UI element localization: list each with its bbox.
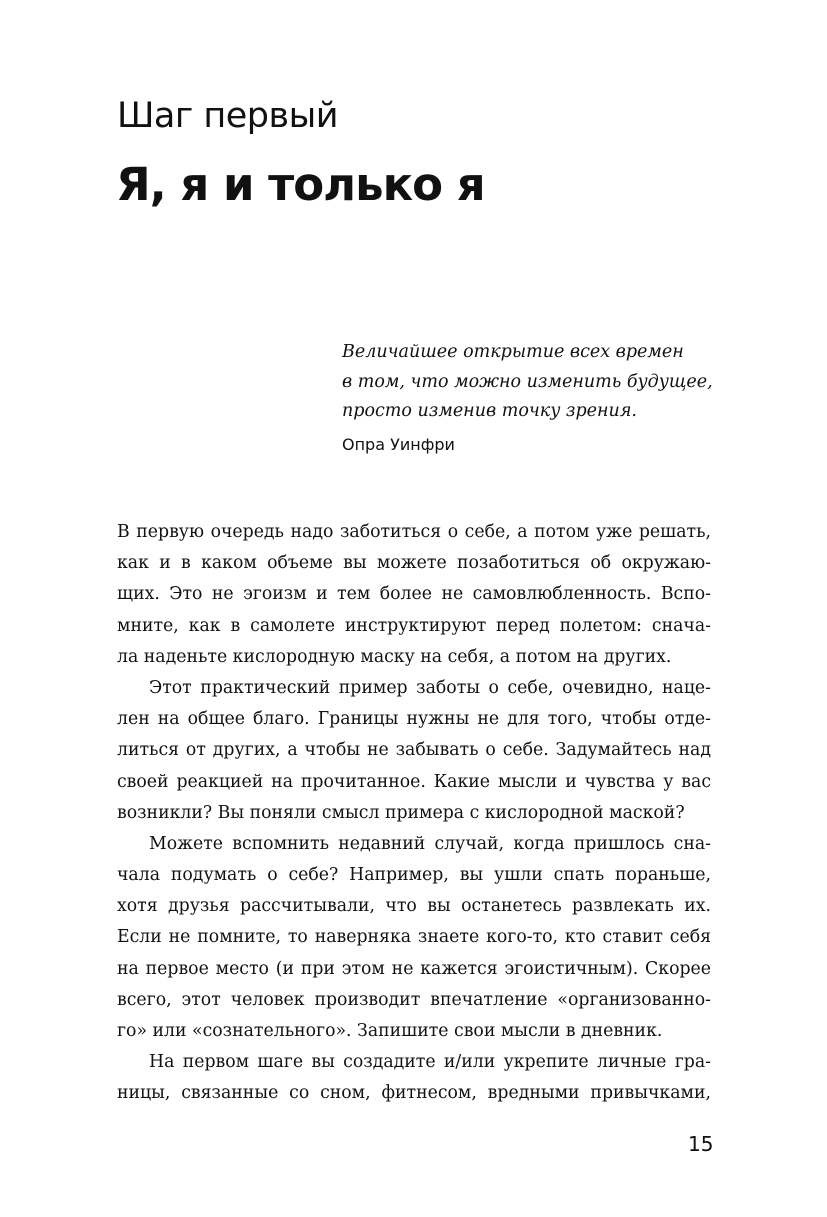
page-number: 15 <box>688 1132 714 1156</box>
text-line: всего, этот человек производит впечатление «организованно- <box>117 989 711 1010</box>
text-line: чала подумать о себе? Например, вы ушли спать пораньше, <box>117 865 711 886</box>
text-line: как и в каком объеме вы можете позаботиться об окружаю- <box>117 553 711 574</box>
text-line: го» или «сознательного». Запишите свои мысли в дневник. <box>117 1021 663 1041</box>
text-line: хотя друзья рассчитывали, что вы останетесь развлекать их. <box>117 896 711 917</box>
text-line: Можете вспомнить недавний случай, когда пришлось сна- <box>149 833 711 854</box>
text-line: Если не помните, то наверняка знаете кого-то, кто ставит себя <box>117 927 711 948</box>
text-line: ницы, связанные со сном, фитнесом, вредными привычками, <box>117 1083 711 1104</box>
text-line: возникли? Вы поняли смысл примера с кислородной маской? <box>117 802 685 823</box>
step-label: Шаг первый <box>117 96 339 136</box>
text-line: щих. Это не эгоизм и тем более не самовлюбленность. Вспо- <box>117 584 711 605</box>
epigraph-author: Опра Уинфри <box>342 434 455 454</box>
text-line: на первое место (и при этом не кажется эгоистичным). Скорее <box>117 958 711 979</box>
epigraph-line: Величайшее открытие всех времен <box>342 342 684 362</box>
text-line: На первом шаге вы создадите и/или укрепите личные гра- <box>149 1052 711 1073</box>
epigraph-line: в том, что можно изменить будущее, <box>342 371 713 392</box>
text-line: ла наденьте кислородную маску на себя, а потом на других. <box>117 646 672 667</box>
epigraph <box>342 338 762 454</box>
text-line: В первую очередь надо заботиться о себе, а потом уже решать, <box>117 522 711 542</box>
text-line: лен на общее благо. Границы нужны не для того, чтобы отде- <box>117 709 711 730</box>
chapter-title: Я, я и только я <box>116 158 485 211</box>
epigraph-line: просто изменив точку зрения. <box>342 401 637 421</box>
text-line: литься от других, а чтобы не забывать о себе. Задумайтесь над <box>117 740 711 761</box>
text-line: мните, как в самолете инструктируют перед полетом: снача- <box>117 615 711 636</box>
text-line: своей реакцией на прочитанное. Какие мысли и чувства у вас <box>117 771 711 792</box>
text-line: Этот практический пример заботы о себе, очевидно, наце- <box>149 677 711 698</box>
body-text <box>117 517 711 1110</box>
